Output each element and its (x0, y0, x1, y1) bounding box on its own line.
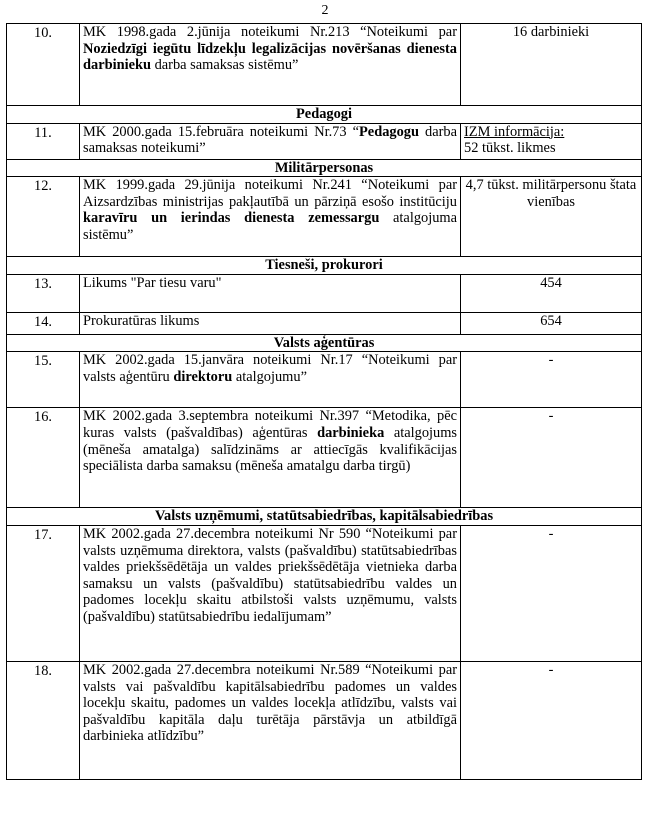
regulation-description: MK 2000.gada 15.februāra noteikumi Nr.73 “Pedagogu darba samaksas noteikumi” (80, 123, 461, 159)
table-row (7, 123, 642, 159)
section-header-row (7, 257, 642, 275)
section-header-row (7, 334, 642, 352)
section-title: Valsts aģentūras (7, 334, 642, 352)
row-number: 17. (7, 525, 80, 661)
count-value: 52 tūkst. likmes (464, 140, 556, 157)
row-number: 15. (7, 352, 80, 408)
section-header-row (7, 508, 642, 526)
row-number: 12. (7, 177, 80, 257)
page-number: 2 (321, 3, 329, 18)
section-header-row (7, 106, 642, 124)
table-row (7, 352, 642, 408)
table-row (7, 408, 642, 508)
section-title: Pedagogi (7, 106, 642, 124)
row-number: 11. (7, 123, 80, 159)
section-title: Valsts uzņēmumi, statūtsabiedrības, kapitālsabiedrības (7, 508, 642, 526)
row-number: 18. (7, 661, 80, 779)
row-number: 16. (7, 408, 80, 508)
regulation-description: MK 2002.gada 27.decembra noteikumi Nr.589 “Noteikumi par valsts vai pašvaldību kapitālsabiedrību padomes un valdes locekļu skaitu, padomes un valdes locekļa atlīdzību, valsts vai pašvaldību kapitāla daļu turētāja pārstāvja un atbildīgā darbinieka atlīdzību” (80, 661, 461, 779)
row-number: 13. (7, 274, 80, 312)
table-row (7, 525, 642, 661)
source-note: IZM informācija: (464, 123, 565, 140)
regulation-description: MK 2002.gada 3.septembra noteikumi Nr.397 “Metodika, pēc kuras valsts (pašvaldības) aģentūras darbinieka atalgojums (mēneša amatalga) salīdzināms ar attiecīgās kvalifikācijas speciālista darba samaksu (mēneša amatalgu darba tirgū) (80, 408, 461, 508)
table-row (7, 274, 642, 312)
table-row (7, 312, 642, 334)
regulations-table (6, 23, 642, 780)
row-number: 10. (7, 24, 80, 106)
regulation-scope-value: - (461, 352, 642, 408)
regulation-scope-value (461, 123, 642, 159)
section-title: Tiesneši, prokurori (7, 257, 642, 275)
regulation-scope-value: - (461, 661, 642, 779)
table-row (7, 24, 642, 106)
regulation-description: MK 1999.gada 29.jūnija noteikumi Nr.241 “Noteikumi par Aizsardzības ministrijas pakļautībā un pārziņā esošo institūciju karavīru un ierindas dienesta zemessargu atalgojuma sistēmu” (80, 177, 461, 257)
regulation-scope-value: 654 (461, 312, 642, 334)
regulation-scope-value: 454 (461, 274, 642, 312)
regulation-scope-value: 16 darbinieki (461, 24, 642, 106)
regulation-scope-value: - (461, 408, 642, 508)
regulation-description: Likums "Par tiesu varu" (80, 274, 461, 312)
regulation-description: MK 2002.gada 15.janvāra noteikumi Nr.17 “Noteikumi par valsts aģentūru direktoru atalgojumu” (80, 352, 461, 408)
section-header-row (7, 159, 642, 177)
section-title: Militārpersonas (7, 159, 642, 177)
table-row (7, 661, 642, 779)
regulation-description: Prokuratūras likums (80, 312, 461, 334)
regulation-description: MK 1998.gada 2.jūnija noteikumi Nr.213 “Noteikumi par Noziedzīgi iegūtu līdzekļu legalizācijas novēršanas dienesta darbinieku darba samaksas sistēmu” (80, 24, 461, 106)
regulation-scope-value: 4,7 tūkst. militārpersonu štata vienības (461, 177, 642, 257)
regulation-scope-value: - (461, 525, 642, 661)
regulation-description: MK 2002.gada 27.decembra noteikumi Nr 590 “Noteikumi par valsts uzņēmuma direktora, valsts (pašvaldību) statūtsabiedrības valdes priekšsēdētāja un valdes priekšsēdētāja vietnieka darba samaksu un valsts (pašvaldību) statūtsabiedrību valdes un padomes locekļu skaitu atbilstoši valsts uzņēmumu, valsts (pašvaldību) statūtsabiedrību iedalījumam” (80, 525, 461, 661)
table-row (7, 177, 642, 257)
row-number: 14. (7, 312, 80, 334)
